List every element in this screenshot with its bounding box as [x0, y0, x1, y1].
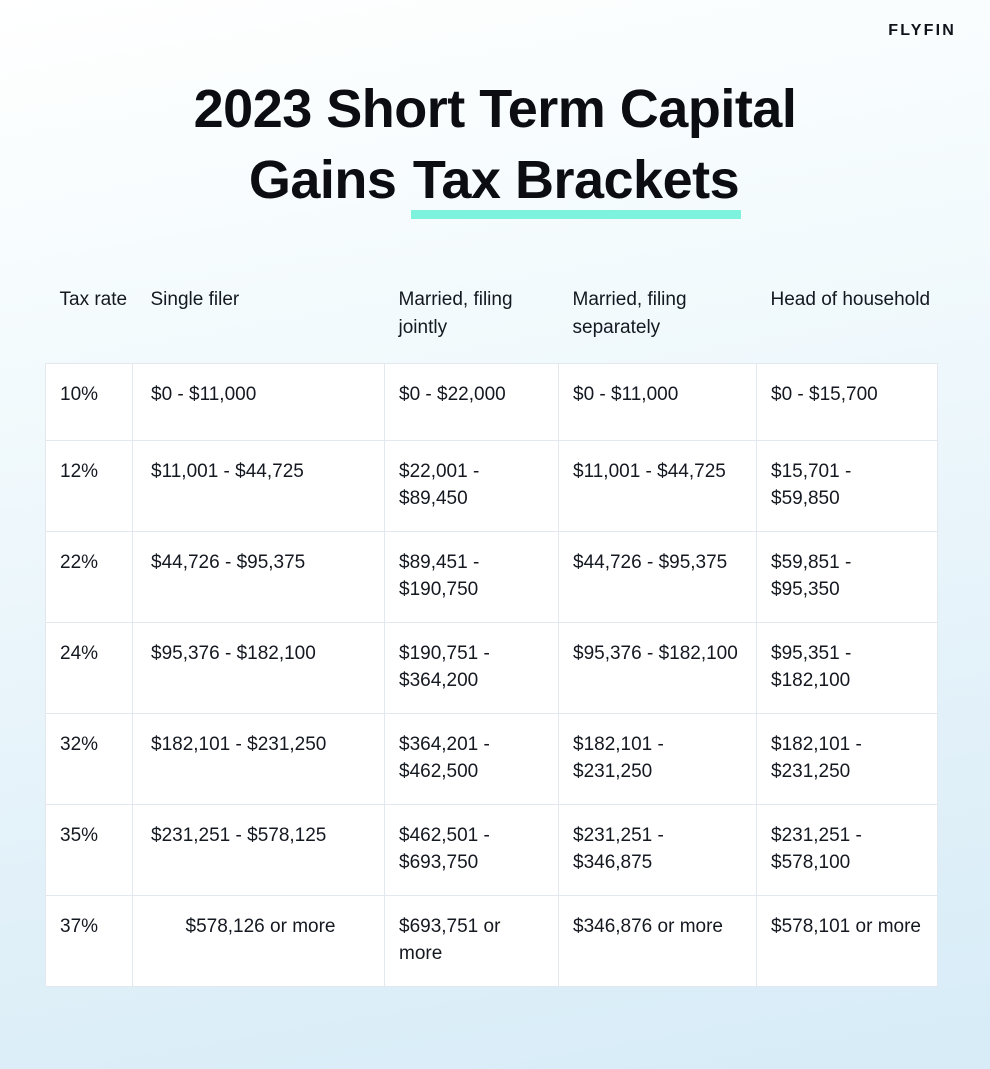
cell-tax-rate: 12%	[46, 441, 133, 532]
title-line-1: 2023 Short Term Capital	[193, 79, 797, 139]
table-row	[46, 804, 938, 895]
cell-single: $231,251 - $578,125	[133, 804, 385, 895]
cell-tax-rate: 22%	[46, 532, 133, 623]
column-header-married-separately: Married, filing separately	[572, 289, 687, 338]
cell-head-of-household: $182,101 - $231,250	[757, 713, 938, 804]
cell-head-of-household: $578,101 or more	[757, 895, 938, 986]
table-row	[46, 622, 938, 713]
cell-head-of-household: $59,851 - $95,350	[757, 532, 938, 623]
page-title	[0, 0, 990, 217]
cell-married-separately: $0 - $11,000	[559, 364, 757, 441]
cell-married-jointly: $89,451 - $190,750	[385, 532, 559, 623]
cell-head-of-household: $231,251 - $578,100	[757, 804, 938, 895]
column-header-married-jointly: Married, filing jointly	[398, 289, 513, 338]
table-row	[46, 364, 938, 441]
cell-tax-rate: 37%	[46, 895, 133, 986]
table-body	[46, 364, 938, 987]
brackets-table	[45, 286, 938, 987]
column-header-head-of-household: Head of household	[770, 289, 931, 310]
cell-married-jointly: $364,201 - $462,500	[385, 713, 559, 804]
cell-single: $44,726 - $95,375	[133, 532, 385, 623]
cell-married-separately: $231,251 - $346,875	[559, 804, 757, 895]
cell-married-jointly: $462,501 - $693,750	[385, 804, 559, 895]
cell-single: $182,101 - $231,250	[133, 713, 385, 804]
cell-married-separately: $346,876 or more	[559, 895, 757, 986]
cell-married-jointly: $0 - $22,000	[385, 364, 559, 441]
cell-single: $0 - $11,000	[133, 364, 385, 441]
title-line-2	[0, 145, 990, 216]
table-row	[46, 441, 938, 532]
cell-single: $11,001 - $44,725	[133, 441, 385, 532]
cell-tax-rate: 24%	[46, 622, 133, 713]
table-row	[46, 713, 938, 804]
cell-married-jointly: $693,751 or more	[385, 895, 559, 986]
cell-married-jointly: $190,751 - $364,200	[385, 622, 559, 713]
table-header	[46, 286, 938, 364]
cell-married-separately: $95,376 - $182,100	[559, 622, 757, 713]
column-header-single-filer: Single filer	[150, 289, 240, 310]
table-row	[46, 895, 938, 986]
cell-single: $578,126 or more	[133, 895, 385, 986]
cell-single: $95,376 - $182,100	[133, 622, 385, 713]
cell-head-of-household: $95,351 - $182,100	[757, 622, 938, 713]
cell-married-separately: $11,001 - $44,725	[559, 441, 757, 532]
cell-married-separately: $44,726 - $95,375	[559, 532, 757, 623]
cell-married-separately: $182,101 - $231,250	[559, 713, 757, 804]
column-header-tax-rate: Tax rate	[59, 289, 128, 310]
title-line-2-prefix: Gains	[248, 150, 411, 211]
cell-head-of-household: $15,701 - $59,850	[757, 441, 938, 532]
cell-tax-rate: 35%	[46, 804, 133, 895]
cell-head-of-household: $0 - $15,700	[757, 364, 938, 441]
tax-brackets-table	[45, 286, 937, 987]
cell-tax-rate: 32%	[46, 713, 133, 804]
table-row	[46, 532, 938, 623]
cell-married-jointly: $22,001 - $89,450	[385, 441, 559, 532]
title-highlight: Tax Brackets	[411, 145, 741, 216]
table-header-row	[46, 286, 938, 364]
brand-logo: FLYFIN	[888, 22, 956, 39]
cell-tax-rate: 10%	[46, 364, 133, 441]
